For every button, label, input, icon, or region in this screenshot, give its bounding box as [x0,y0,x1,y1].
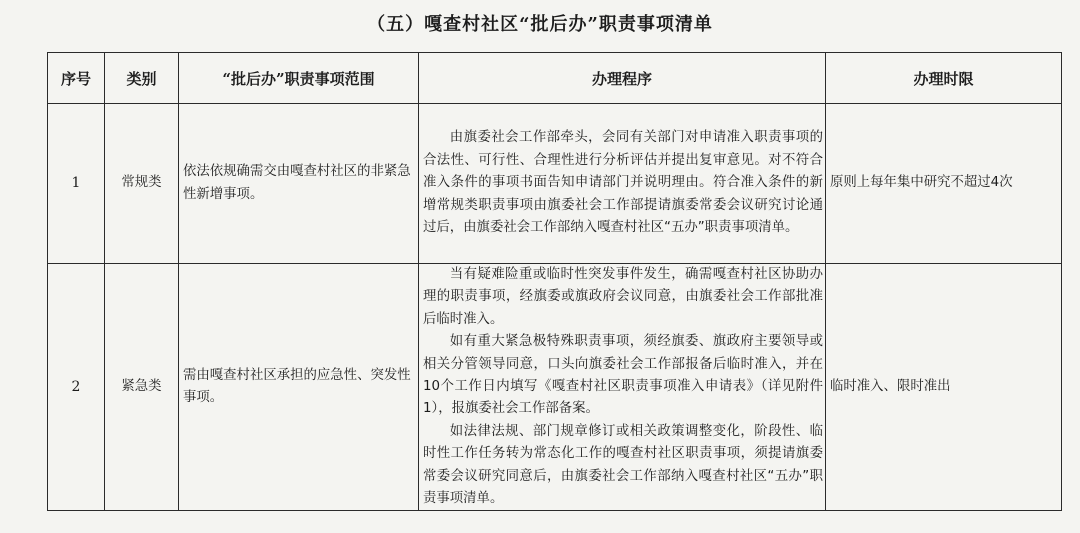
header-time-limit: 办理时限 [826,53,1062,104]
procedure-paragraph: 如有重大紧急极特殊职责事项，须经旗委、旗政府主要领导或相关分管领导同意，口头向旗委社会工作部报备后临时准入，并在10个工作日内填写《嘎查村社区职责事项准入申请表》（详见附件1），报旗委社会工作部备案。 [423,334,823,417]
header-category: 类别 [105,53,179,104]
procedure-paragraph: 如法律法规、部门规章修订或相关政策调整变化，阶段性、临时性工作任务转为常态化工作的嘎查村社区职责事项，须提请旗委常委会议研究同意后，由旗委社会工作部纳入嘎查村社区“五办”职责事项清单。 [423,423,823,507]
procedure-paragraph: 由旗委社会工作部牵头，会同有关部门对申请准入职责事项的合法性、可行性、合理性进行分析评估并提出复审意见。对不符合准入条件的事项书面告知申请部门并说明理由。符合准入条件的新增常规类职责事项由旗委社会工作部提请旗委常委会议研究讨论通过后，由旗委社会工作部纳入嘎查村社区“五办”职责事项清单。 [423,130,823,236]
row-procedure [419,104,826,264]
row-number: 1 [48,104,105,264]
header-number: 序号 [48,53,105,104]
procedure-paragraph: 当有疑难险重或临时性突发事件发生，确需嘎查村社区协助办理的职责事项，经旗委或旗政府会议同意，由旗委社会工作部批准后临时准入。 [423,267,823,327]
header-procedure: 办理程序 [419,53,826,104]
header-scope: “批后办”职责事项范围 [179,53,419,104]
row-scope: 需由嘎查村社区承担的应急性、突发性事项。 [179,264,419,511]
row-category: 常规类 [105,104,179,264]
duty-list-table [47,52,1062,511]
row-category: 紧急类 [105,264,179,511]
row-number: 2 [48,264,105,511]
table-row [48,104,1062,264]
table-header-row [48,53,1062,104]
row-procedure [419,264,826,511]
row-time-limit: 原则上每年集中研究不超过4次 [826,104,1062,264]
table-row [48,264,1062,511]
document-title: （五）嘎查村社区“批后办”职责事项清单 [367,14,713,35]
row-time-limit: 临时准入、限时准出 [826,264,1062,511]
row-scope: 依法依规确需交由嘎查村社区的非紧急性新增事项。 [179,104,419,264]
